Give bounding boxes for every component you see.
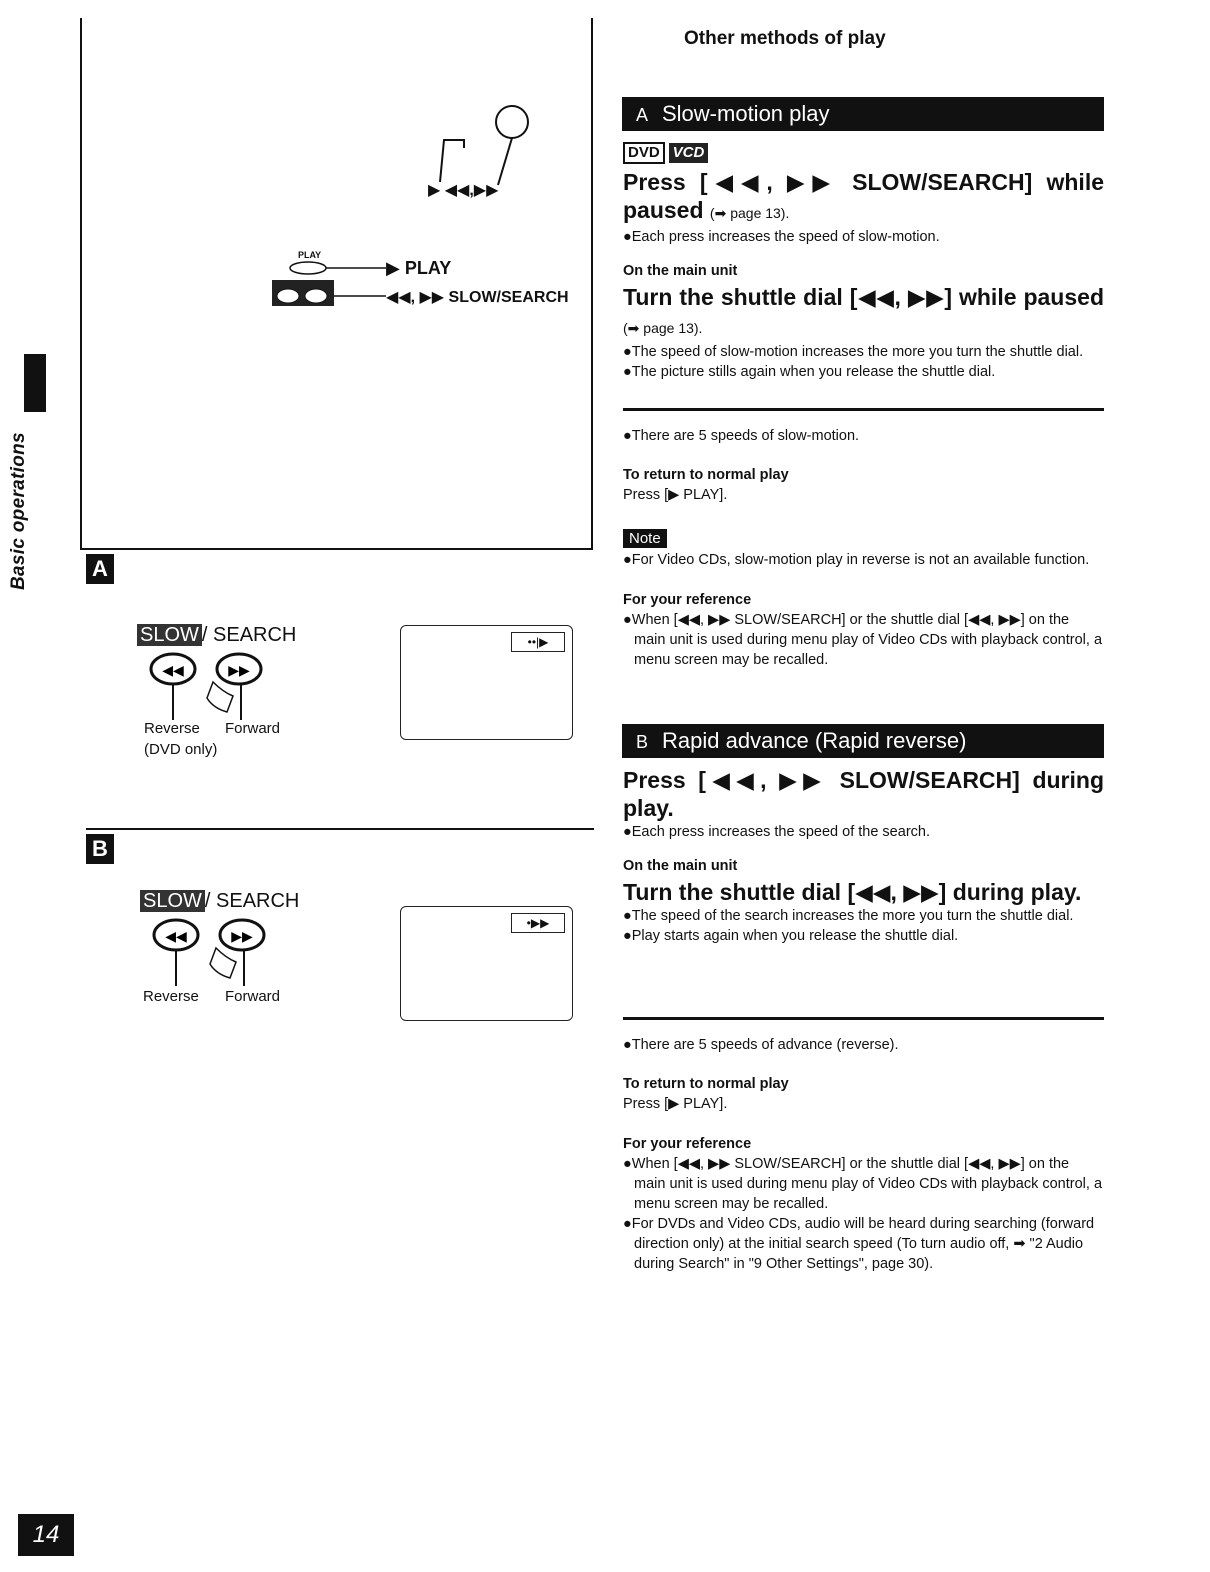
section-b-body-top: [623, 766, 1104, 946]
search-indicator: •▶▶: [511, 913, 565, 933]
search-text-b: / SEARCH: [204, 890, 300, 912]
frame-bottom-border: [80, 548, 593, 550]
buttons-illustration-a: [143, 652, 273, 722]
slow-search-b: [140, 890, 299, 913]
remote-buttons-diagram: [270, 258, 390, 310]
section-a-heading1-text: Press [◀◀, ▶▶ SLOW/SEARCH] while paused: [623, 169, 1104, 223]
section-a-note: [623, 529, 1104, 548]
search-callout: ◀◀, ▶▶ SLOW/SEARCH: [386, 289, 569, 306]
frame-left-border: [80, 18, 82, 550]
left-section-b-letter: B: [86, 834, 114, 864]
svg-text:▶▶: ▶▶: [231, 929, 253, 945]
slow-chip-a: SLOW: [137, 624, 202, 646]
disc-logos: [623, 142, 1104, 164]
section-b-title: Rapid advance (Rapid reverse): [662, 728, 967, 753]
frame-right-border: [591, 18, 593, 550]
section-a-speeds: ●There are 5 speeds of slow-motion.: [623, 428, 860, 444]
section-b-ref-text2: ●For DVDs and Video CDs, audio will be heard during searching (forward direction only) at the initial search speed (To turn audio off, ➡ "2 Audio during Search" in "9 Other Settings", page 30).: [623, 1216, 1095, 1272]
remote-arrows-label: ▶ ◀◀,▶▶: [428, 182, 499, 199]
section-b-heading2: Turn the shuttle dial [◀◀, ▶▶] during play.: [623, 879, 1082, 905]
section-b-bullet2: ●The speed of the search increases the more you turn the shuttle dial.: [623, 908, 1074, 924]
section-b-main-unit: On the main unit: [623, 858, 738, 874]
section-a-rule: [623, 408, 1104, 411]
section-a-body-bottom: [623, 426, 1104, 670]
section-b-bullet1: ●Each press increases the speed of the search.: [623, 824, 930, 840]
play-callout: ▶ PLAY: [386, 258, 452, 278]
svg-text:▶▶: ▶▶: [228, 663, 250, 679]
search-text-a: / SEARCH: [201, 624, 297, 646]
section-a-ref-text: ●When [◀◀, ▶▶ SLOW/SEARCH] or the shuttle dial [◀◀, ▶▶] on the main unit is used during menu play of Video CDs with playback control, a menu screen may be recalled.: [623, 612, 1103, 668]
buttons-illustration-b: [146, 918, 276, 988]
section-b-heading1: Press [◀◀, ▶▶ SLOW/SEARCH] during play.: [623, 767, 1104, 821]
section-b-rule: [623, 1017, 1104, 1020]
play-small-label: PLAY: [298, 250, 322, 260]
section-a-ref-title: For your reference: [623, 592, 752, 608]
section-b-bar: [622, 724, 1104, 758]
section-a-bar: [622, 97, 1104, 131]
section-a-bullet2: ●The speed of slow-motion increases the more you turn the shuttle dial.: [623, 344, 1084, 360]
section-b-bullet3: ●Play starts again when you release the shuttle dial.: [623, 928, 959, 944]
tv-screen-a: [400, 625, 573, 740]
section-b-speeds: ●There are 5 speeds of advance (reverse).: [623, 1037, 899, 1053]
reverse-label-a: Reverse: [144, 720, 200, 737]
page-number: 14: [18, 1514, 74, 1556]
section-a-note-text: ●For Video CDs, slow-motion play in reverse is not an available function.: [623, 552, 1090, 568]
svg-text:◀◀: ◀◀: [162, 663, 184, 679]
forward-label-b: Forward: [225, 988, 281, 1005]
section-a-heading1-ref: (➡ page 13).: [709, 205, 790, 221]
section-b-return-title: To return to normal play: [623, 1076, 789, 1092]
dvd-only-label: (DVD only): [144, 741, 218, 758]
svg-text:◀◀: ◀◀: [165, 929, 187, 945]
section-a-letter: A: [635, 105, 648, 125]
tv-screen-b: [400, 906, 573, 1021]
section-a-bullet3: ●The picture stills again when you release the shuttle dial.: [623, 364, 996, 380]
reverse-label-b: Reverse: [143, 988, 199, 1005]
forward-label-a: Forward: [225, 720, 281, 737]
left-section-a-letter: A: [86, 554, 114, 584]
section-b-ref-text1: ●When [◀◀, ▶▶ SLOW/SEARCH] or the shuttle dial [◀◀, ▶▶] on the main unit is used during menu play of Video CDs with playback control, a menu screen may be recalled.: [623, 1156, 1103, 1212]
slow-indicator: ••|▶: [511, 632, 565, 652]
slow-chip-b: SLOW: [140, 890, 205, 912]
section-a-heading2: [623, 283, 1104, 342]
slow-search-a: [137, 624, 296, 647]
page-title: Other methods of play: [684, 28, 886, 49]
side-label: Basic operations: [8, 432, 29, 590]
section-a-bullet1: ●Each press increases the speed of slow-motion.: [623, 229, 940, 245]
section-a-return-text: Press [▶ PLAY].: [623, 487, 728, 503]
section-a-heading2-text: Turn the shuttle dial [◀◀, ▶▶] while paused: [623, 284, 1104, 310]
section-b-ref-title: For your reference: [623, 1136, 752, 1152]
section-a-title: Slow-motion play: [662, 101, 830, 126]
section-a-return-title: To return to normal play: [623, 467, 789, 483]
dvd-logo: DVD: [623, 142, 665, 164]
side-tab-marker: [24, 354, 46, 412]
vcd-logo: VCD: [669, 143, 709, 163]
section-a-main-unit: On the main unit: [623, 263, 738, 279]
section-a-body-top: [623, 142, 1104, 382]
section-a-heading1: [623, 168, 1104, 227]
section-b-return-text: Press [▶ PLAY].: [623, 1096, 728, 1112]
section-b-divider: [86, 828, 594, 830]
section-b-letter: B: [635, 732, 648, 752]
section-a-heading2-ref: (➡ page 13).: [623, 320, 703, 336]
section-b-body-bottom: [623, 1035, 1104, 1274]
note-chip: Note: [623, 529, 667, 548]
